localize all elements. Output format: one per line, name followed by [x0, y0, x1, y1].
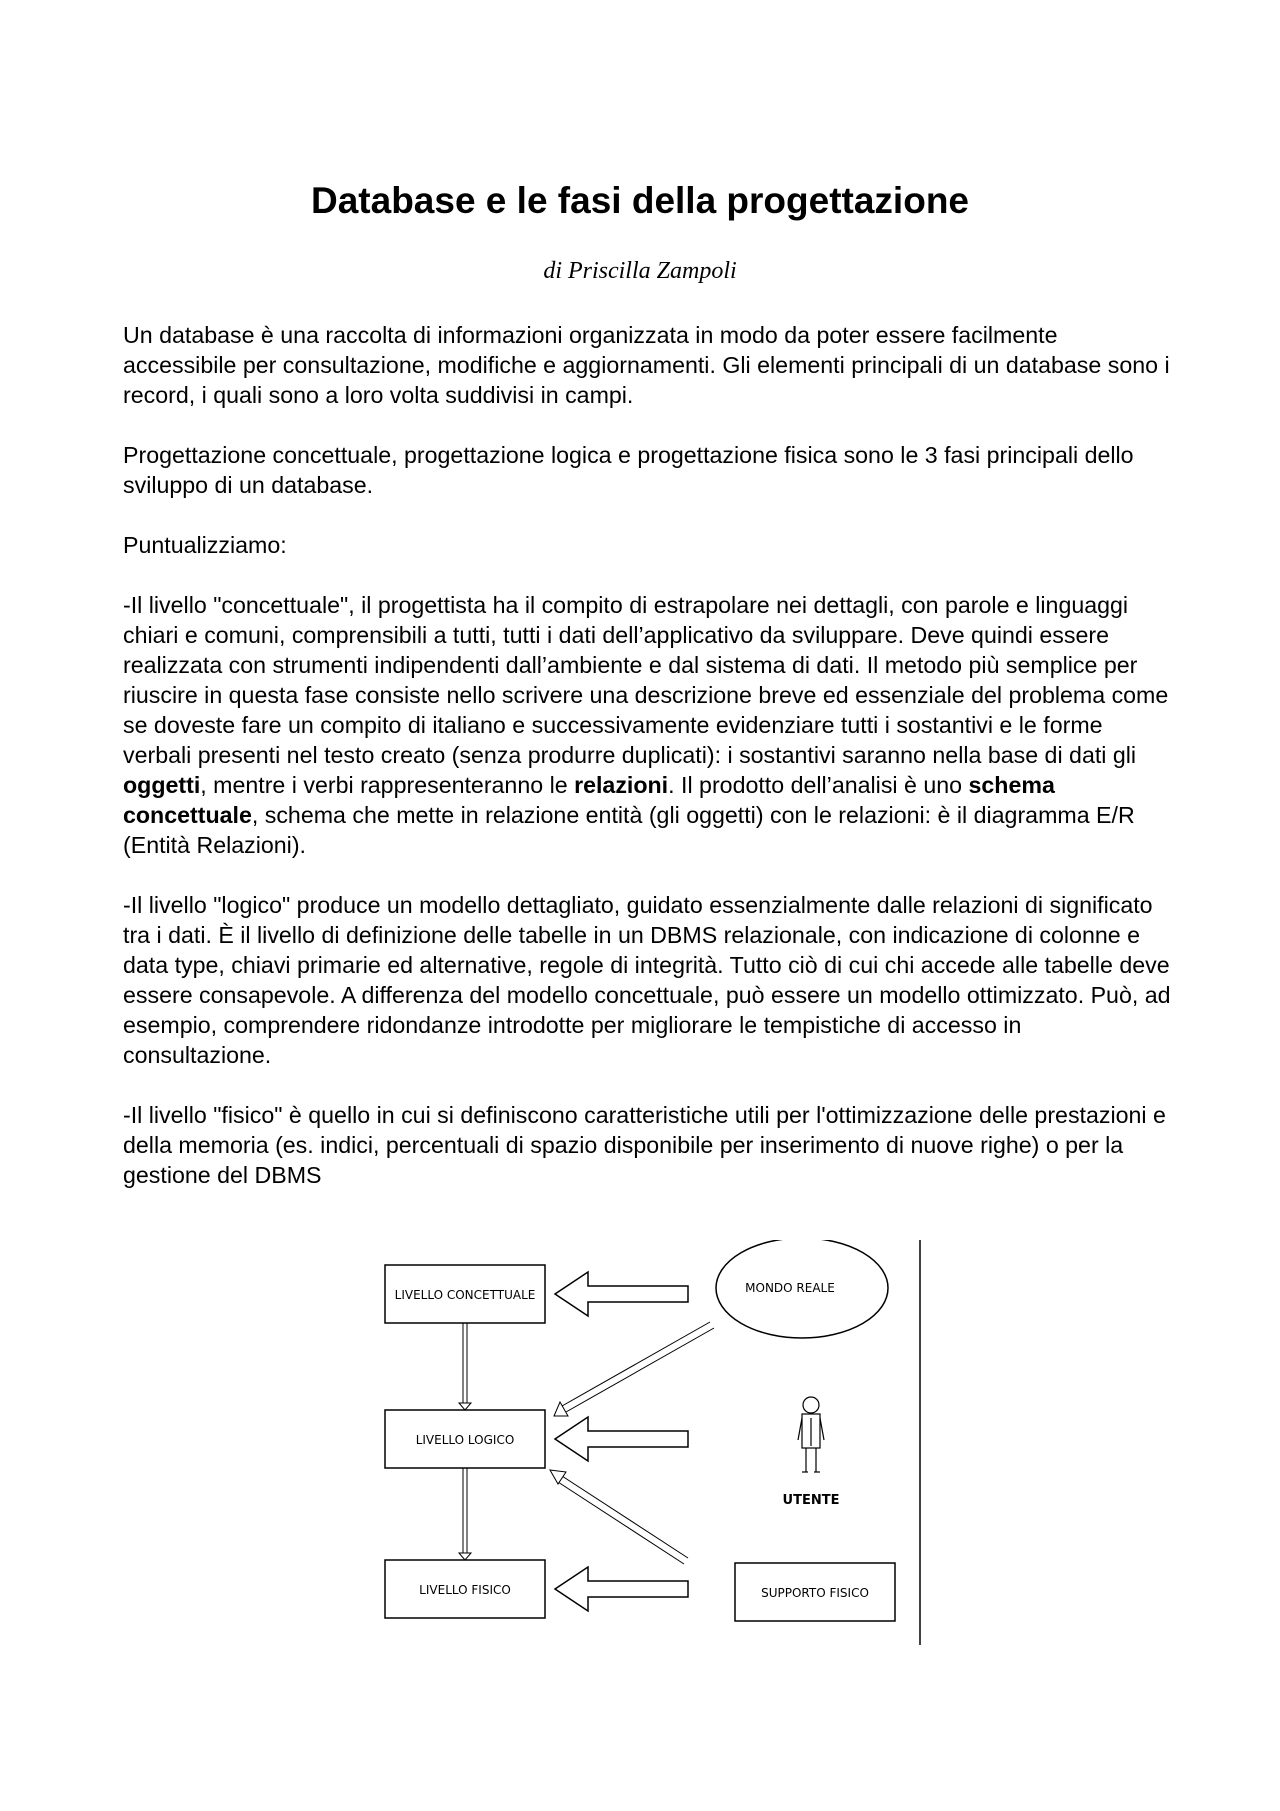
- database-levels-diagram: [370, 1240, 930, 1660]
- block-arrow-to-logico: [555, 1417, 688, 1461]
- arrow-concettuale-to-logico: [459, 1323, 471, 1410]
- label-livello-concettuale: LIVELLO CONCETTUALE: [394, 1288, 536, 1302]
- label-livello-logico: LIVELLO LOGICO: [415, 1433, 515, 1447]
- concettuale-text-4: , schema che mette in relazione entità (gli oggetti) con le relazioni: è il diagramma E/R (Entità Relazioni).: [123, 802, 1135, 858]
- label-livello-fisico: LIVELLO FISICO: [419, 1583, 511, 1597]
- paragraph-puntualizziamo: Puntualizziamo:: [123, 532, 287, 558]
- label-mondo-reale: MONDO REALE: [745, 1281, 835, 1295]
- document-title: Database e le fasi della progettazione: [311, 180, 969, 221]
- bold-schema-concettuale: schema concettuale: [123, 772, 1055, 828]
- bold-relazioni: relazioni: [574, 772, 669, 798]
- concettuale-text-1: -Il livello "concettuale", il progettista ha il compito di estrapolare nei dettagli, con parole e linguaggi chiari e comuni, comprensibili a tutti, tutti i dati dell’applicativo da sviluppare. Deve quindi essere realizzata con strumenti indipendenti dall’ambiente e dal sistema di dati. Il metodo più semplice per riuscire in questa fase consiste nello scrivere una descrizione breve ed essenziale del problema come se doveste fare un compito di italiano e successivamente evidenziare tutti i sostantivi e le forme verbali presenti nel testo creato (senza produrre duplicati): i sostantivi saranno nella base di dati gli: [123, 592, 1169, 768]
- block-arrow-to-fisico: [555, 1567, 688, 1611]
- concettuale-text-3: . Il prodotto dell’analisi è uno: [668, 772, 969, 798]
- document-body: [123, 320, 1173, 1220]
- label-supporto-fisico: SUPPORTO FISICO: [761, 1586, 869, 1600]
- bold-oggetti: oggetti: [123, 772, 201, 798]
- label-utente: UTENTE: [782, 1493, 840, 1508]
- block-arrow-to-concettuale: [555, 1272, 688, 1316]
- diagonal-arrow-mondo-to-logico: [554, 1322, 714, 1416]
- paragraph-intro: Un database è una raccolta di informazioni organizzata in modo da poter essere facilmente accessibile per consultazione, modifiche e aggiornamenti. Gli elementi principali di un database sono i record, i quali sono a loro volta suddivisi in campi.: [123, 322, 1170, 408]
- utente-figure-icon: [798, 1397, 824, 1472]
- diagonal-arrow-utente-to-logico: [550, 1470, 688, 1564]
- concettuale-text-2: , mentre i verbi rappresenteranno le: [200, 772, 575, 798]
- paragraph-livello-fisico: -Il livello "fisico" è quello in cui si definiscono caratteristiche utili per l'ottimizzazione delle prestazioni e della memoria (es. indici, percentuali di spazio disponibile per inserimento di nuove righe) o per la gestione del DBMS: [123, 1102, 1166, 1188]
- paragraph-phases: Progettazione concettuale, progettazione logica e progettazione fisica sono le 3 fasi principali dello sviluppo di un database.: [123, 442, 1134, 498]
- paragraph-livello-logico: -Il livello "logico" produce un modello dettagliato, guidato essenzialmente dalle relazioni di significato tra i dati. È il livello di definizione delle tabelle in un DBMS relazionale, con indicazione di colonne e data type, chiavi primarie ed alternative, regole di integrità. Tutto ciò di cui chi accede alle tabelle deve essere consapevole. A differenza del modello concettuale, può essere un modello ottimizzato. Può, ad esempio, comprendere ridondanze introdotte per migliorare le tempistiche di accesso in consultazione.: [123, 892, 1171, 1068]
- paragraph-livello-concettuale: [123, 590, 1173, 860]
- document-author: di Priscilla Zampoli: [543, 258, 737, 284]
- arrow-logico-to-fisico: [459, 1468, 471, 1560]
